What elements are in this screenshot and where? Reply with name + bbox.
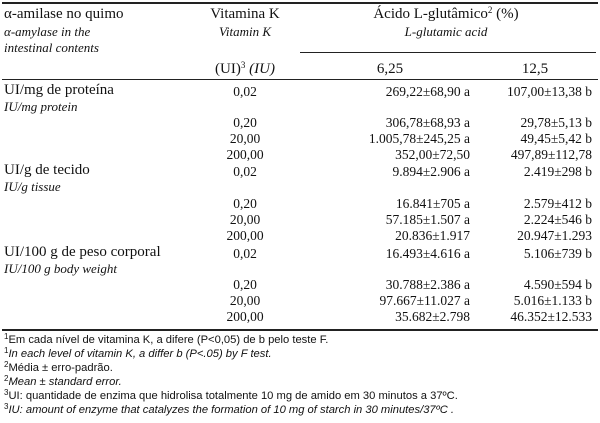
header-unit	[190, 61, 300, 78]
glutamic-acid-unit: (%)	[496, 6, 519, 22]
footnote-mark: 3	[4, 402, 9, 411]
table-cell-12-5: 497,89±112,78	[510, 147, 592, 162]
unit-pt: (UI)	[215, 61, 241, 77]
header-enzyme-en-line1: α-amylase in the	[4, 24, 91, 39]
footnote-text: IU: amount of enzyme that catalyzes the formation of 10 mg of starch in 30 minutes/37ºC .	[8, 404, 455, 416]
footnote	[4, 376, 122, 388]
section-label-en: IU/100 g body weight	[4, 261, 118, 276]
header-vitamin-k-pt: Vitamina K	[210, 6, 280, 22]
header-level-12-5: 12,5	[521, 61, 549, 77]
footnote-ref-3: 3	[240, 60, 246, 70]
table-cell-6-25: 269,22±68,90 a	[385, 84, 470, 99]
header-enzyme-en-line2: intestinal contents	[4, 40, 99, 55]
unit-en: (IU)	[249, 61, 275, 77]
footnote-text: Média ± erro-padrão.	[8, 362, 113, 374]
table-cell-12-5: 2.419±298 b	[523, 164, 592, 179]
section-label-pt: UI/mg de proteína	[4, 82, 114, 98]
footnote	[4, 334, 328, 346]
table-cell-12-5: 5.016±1.133 b	[513, 293, 592, 308]
footnote-mark: 1	[4, 346, 9, 355]
footnote	[4, 348, 272, 360]
footnote-text: In each level of vitamin K, a differ b (P<.05) by F test.	[8, 348, 272, 360]
table-cell-6-25: 16.493±4.616 a	[385, 246, 470, 261]
footnote-text: UI: quantidade de enzima que hidrolisa totalmente 10 mg de amido em 30 minutos a 37ºC.	[8, 390, 458, 402]
header-vitamin-k-en: Vitamin K	[218, 24, 272, 39]
table-cell-vitk: 20,00	[229, 131, 261, 146]
table-cell-6-25: 57.185±1.507 a	[385, 212, 470, 227]
table-cell-6-25: 16.841±705 a	[395, 196, 470, 211]
table-cell-vitk: 200,00	[226, 309, 264, 324]
table-cell-vitk: 20,00	[229, 293, 261, 308]
glutamic-acid-label: Ácido L-glutâmico	[373, 6, 488, 22]
header-glutamic-acid-pt	[300, 6, 592, 23]
table-cell-vitk: 20,00	[229, 212, 261, 227]
section-label-en: IU/g tissue	[4, 179, 61, 194]
footnote-mark: 1	[4, 332, 9, 341]
footnote	[4, 390, 458, 402]
table-cell-6-25: 97.667±11.027 a	[379, 293, 470, 308]
table-cell-vitk: 0,20	[233, 196, 257, 211]
table-cell-6-25: 306,78±68,93 a	[385, 115, 470, 130]
table-cell-vitk: 0,02	[233, 164, 257, 179]
header-bottom-rule	[2, 79, 598, 80]
top-rule	[2, 2, 598, 4]
footnote	[4, 362, 113, 374]
header-level-6-25: 6,25	[376, 61, 404, 77]
table-cell-6-25: 20.836±1.917	[395, 228, 470, 243]
section-label-pt: UI/100 g de peso corporal	[4, 244, 161, 260]
table-cell-12-5: 2.224±546 b	[523, 212, 592, 227]
table-cell-vitk: 0,20	[233, 277, 257, 292]
header-glutamic-acid-en: L-glutamic acid	[404, 24, 488, 39]
table-cell-12-5: 2.579±412 b	[523, 196, 592, 211]
table-cell-vitk: 0,02	[233, 246, 257, 261]
table-cell-6-25: 9.894±2.906 a	[392, 164, 470, 179]
footnote-text: Mean ± standard error.	[8, 376, 122, 388]
table-cell-6-25: 1.005,78±245,25 a	[368, 131, 470, 146]
table-cell-12-5: 4.590±594 b	[523, 277, 592, 292]
table-cell-12-5: 20.947±1.293	[517, 228, 592, 243]
table-cell-6-25: 30.788±2.386 a	[385, 277, 470, 292]
table-cell-vitk: 200,00	[226, 228, 264, 243]
table-cell-vitk: 0,20	[233, 115, 257, 130]
footnote-mark: 2	[4, 360, 9, 369]
footnote-mark: 3	[4, 388, 9, 397]
table-cell-12-5: 49,45±5,42 b	[520, 131, 592, 146]
table-cell-12-5: 107,00±13,38 b	[506, 84, 592, 99]
table-cell-12-5: 46.352±12.533	[510, 309, 592, 324]
table-cell-vitk: 200,00	[226, 147, 264, 162]
header-sub-rule	[300, 52, 596, 53]
table-cell-6-25: 35.682±2.798	[395, 309, 470, 324]
footnote-mark: 2	[4, 374, 9, 383]
section-label-en: IU/mg protein	[4, 99, 78, 114]
table-cell-6-25: 352,00±72,50	[395, 147, 470, 162]
table-cell-vitk: 0,02	[233, 84, 257, 99]
table-bottom-rule	[2, 329, 598, 331]
table-cell-12-5: 5.106±739 b	[523, 246, 592, 261]
header-enzyme-pt: α-amilase no quimo	[4, 6, 124, 22]
section-label-pt: UI/g de tecido	[4, 162, 90, 178]
footnote-ref-2: 2	[487, 5, 493, 15]
footnote-text: Em cada nível de vitamina K, a difere (P<0,05) de b pelo teste F.	[8, 334, 329, 346]
footnote	[4, 404, 454, 416]
table-cell-12-5: 29,78±5,13 b	[520, 115, 592, 130]
